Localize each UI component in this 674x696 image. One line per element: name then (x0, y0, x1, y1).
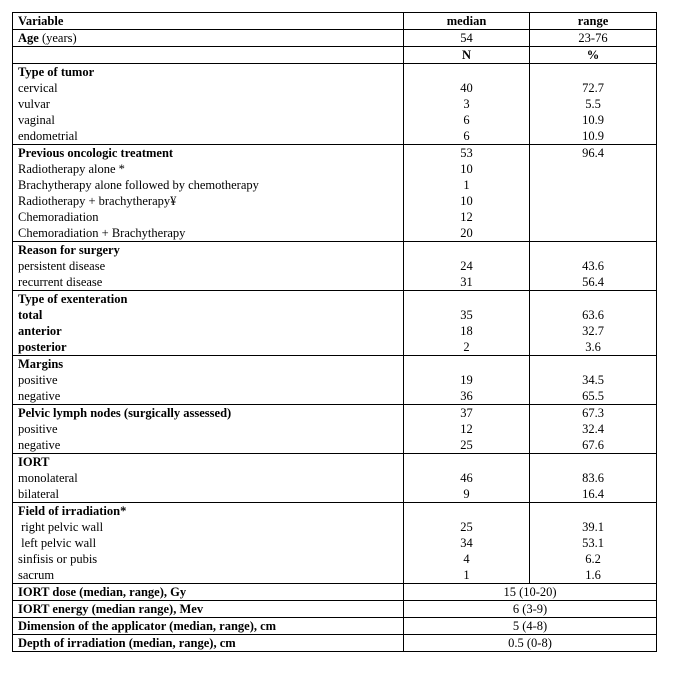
section-title: Pelvic lymph nodes (surgically assessed) (18, 406, 232, 420)
section-pct-values (530, 145, 657, 242)
row-n: 40 (460, 81, 473, 95)
section-title-pct (535, 356, 651, 372)
header-row (13, 13, 657, 30)
section-labels (13, 145, 404, 242)
row-label: total (18, 308, 43, 322)
row-n: 1 (463, 568, 470, 582)
row-pct: 43.6 (582, 259, 604, 273)
section-pct-values (530, 454, 657, 503)
section-n-values (404, 356, 530, 405)
section-title-n (409, 64, 524, 80)
row-n: 25 (460, 520, 473, 534)
section-labels (13, 503, 404, 584)
row-label: posterior (18, 340, 67, 354)
row-label: left pelvic wall (18, 536, 97, 550)
summary-row (13, 618, 657, 635)
row-n: 25 (460, 438, 473, 452)
row-pct: 67.6 (582, 438, 604, 452)
section-row (13, 291, 657, 356)
section-title-pct (535, 291, 651, 307)
section-title-n: 53 (460, 146, 473, 160)
row-pct: 53.1 (582, 536, 604, 550)
row-label: recurrent disease (18, 275, 103, 289)
section-n-values (404, 242, 530, 291)
row-pct: 10.9 (582, 113, 604, 127)
row-n: 1 (463, 178, 470, 192)
row-label: sinfisis or pubis (18, 552, 98, 566)
row-pct (535, 161, 651, 177)
row-n: 10 (460, 194, 473, 208)
row-label: right pelvic wall (18, 520, 104, 534)
section-row (13, 145, 657, 242)
row-pct: 10.9 (582, 129, 604, 143)
section-title: Reason for surgery (18, 243, 120, 257)
row-n: 19 (460, 373, 473, 387)
age-cell (13, 30, 404, 47)
section-labels (13, 454, 404, 503)
section-n-values (404, 145, 530, 242)
row-pct: 83.6 (582, 471, 604, 485)
row-label: bilateral (18, 487, 59, 501)
section-row (13, 454, 657, 503)
patient-characteristics-table (12, 12, 657, 652)
summary-label: Depth of irradiation (median, range), cm (13, 635, 404, 652)
row-pct (535, 225, 651, 241)
row-label: vaginal (18, 113, 55, 127)
summary-label: IORT dose (median, range), Gy (13, 584, 404, 601)
section-n-values (404, 291, 530, 356)
row-label: Brachytherapy alone followed by chemotherapy (18, 178, 259, 192)
row-n: 31 (460, 275, 473, 289)
section-title-n (409, 291, 524, 307)
section-title-n: 37 (460, 406, 473, 420)
section-n-values (404, 64, 530, 145)
section-title: Field of irradiation* (18, 504, 127, 518)
age-unit: (years) (38, 31, 77, 45)
age-label: Age (18, 31, 39, 45)
section-title-n (409, 503, 524, 519)
row-label: persistent disease (18, 259, 106, 273)
row-label: negative (18, 438, 61, 452)
row-pct: 32.4 (582, 422, 604, 436)
section-title-pct (535, 454, 651, 470)
section-title-n (409, 454, 524, 470)
section-n-values (404, 405, 530, 454)
section-title: Previous oncologic treatment (18, 146, 174, 160)
section-row (13, 405, 657, 454)
row-pct: 65.5 (582, 389, 604, 403)
section-row (13, 356, 657, 405)
row-pct (535, 193, 651, 209)
summary-label: Dimension of the applicator (median, range), cm (13, 618, 404, 635)
row-pct (535, 209, 651, 225)
row-label: monolateral (18, 471, 78, 485)
summary-row (13, 601, 657, 618)
summary-row (13, 584, 657, 601)
section-title-pct (535, 503, 651, 519)
row-label: negative (18, 389, 61, 403)
row-label: sacrum (18, 568, 55, 582)
summary-value: 5 (4-8) (404, 618, 657, 635)
summary-value: 6 (3-9) (404, 601, 657, 618)
row-label: Radiotherapy + brachytherapy¥ (18, 194, 177, 208)
row-n: 10 (460, 162, 473, 176)
section-pct-values (530, 405, 657, 454)
row-n: 12 (460, 210, 473, 224)
row-n: 35 (460, 308, 473, 322)
section-n-values (404, 454, 530, 503)
subheader-n: N (404, 47, 530, 64)
row-label: Chemoradiation (18, 210, 99, 224)
row-label: positive (18, 422, 58, 436)
row-n: 2 (463, 340, 470, 354)
section-labels (13, 291, 404, 356)
section-title-pct (535, 64, 651, 80)
section-pct-values (530, 356, 657, 405)
section-title-n (409, 356, 524, 372)
row-pct: 3.6 (585, 340, 601, 354)
section-pct-values (530, 291, 657, 356)
section-title-pct: 96.4 (582, 146, 604, 160)
row-n: 34 (460, 536, 473, 550)
section-n-values (404, 503, 530, 584)
row-pct: 63.6 (582, 308, 604, 322)
header-variable: Variable (13, 13, 404, 30)
section-labels (13, 242, 404, 291)
row-n: 24 (460, 259, 473, 273)
row-pct: 72.7 (582, 81, 604, 95)
age-row (13, 30, 657, 47)
row-n: 12 (460, 422, 473, 436)
row-label: Radiotherapy alone * (18, 162, 125, 176)
summary-value: 0.5 (0-8) (404, 635, 657, 652)
age-range: 23-76 (530, 30, 657, 47)
row-label: anterior (18, 324, 62, 338)
section-labels (13, 64, 404, 145)
section-title-pct (535, 242, 651, 258)
summary-label: IORT energy (median range), Mev (13, 601, 404, 618)
section-row (13, 503, 657, 584)
row-pct (535, 177, 651, 193)
row-pct: 16.4 (582, 487, 604, 501)
row-n: 9 (463, 487, 470, 501)
row-n: 46 (460, 471, 473, 485)
summary-row (13, 635, 657, 652)
table-body (13, 13, 657, 652)
section-title: Type of tumor (18, 65, 95, 79)
section-title-n (409, 242, 524, 258)
row-pct: 39.1 (582, 520, 604, 534)
summary-value: 15 (10-20) (404, 584, 657, 601)
row-pct: 56.4 (582, 275, 604, 289)
header-median: median (404, 13, 530, 30)
row-pct: 6.2 (585, 552, 601, 566)
row-n: 6 (463, 129, 470, 143)
age-median: 54 (404, 30, 530, 47)
row-label: endometrial (18, 129, 78, 143)
row-label: positive (18, 373, 58, 387)
row-n: 4 (463, 552, 470, 566)
row-n: 20 (460, 226, 473, 240)
header-range: range (530, 13, 657, 30)
subheader-pct: % (530, 47, 657, 64)
section-labels (13, 405, 404, 454)
section-row (13, 64, 657, 145)
section-pct-values (530, 503, 657, 584)
section-title: Type of exenteration (18, 292, 128, 306)
row-pct: 1.6 (585, 568, 601, 582)
section-row (13, 242, 657, 291)
section-title: Margins (18, 357, 64, 371)
section-pct-values (530, 242, 657, 291)
row-pct: 34.5 (582, 373, 604, 387)
row-label: vulvar (18, 97, 50, 111)
subheader-row (13, 47, 657, 64)
section-labels (13, 356, 404, 405)
section-pct-values (530, 64, 657, 145)
row-n: 36 (460, 389, 473, 403)
row-n: 6 (463, 113, 470, 127)
subheader-blank (13, 47, 404, 64)
row-pct: 5.5 (585, 97, 601, 111)
row-n: 18 (460, 324, 473, 338)
section-title: IORT (18, 455, 50, 469)
section-title-pct: 67.3 (582, 406, 604, 420)
row-n: 3 (463, 97, 470, 111)
row-pct: 32.7 (582, 324, 604, 338)
row-label: cervical (18, 81, 58, 95)
row-label: Chemoradiation + Brachytherapy (18, 226, 186, 240)
